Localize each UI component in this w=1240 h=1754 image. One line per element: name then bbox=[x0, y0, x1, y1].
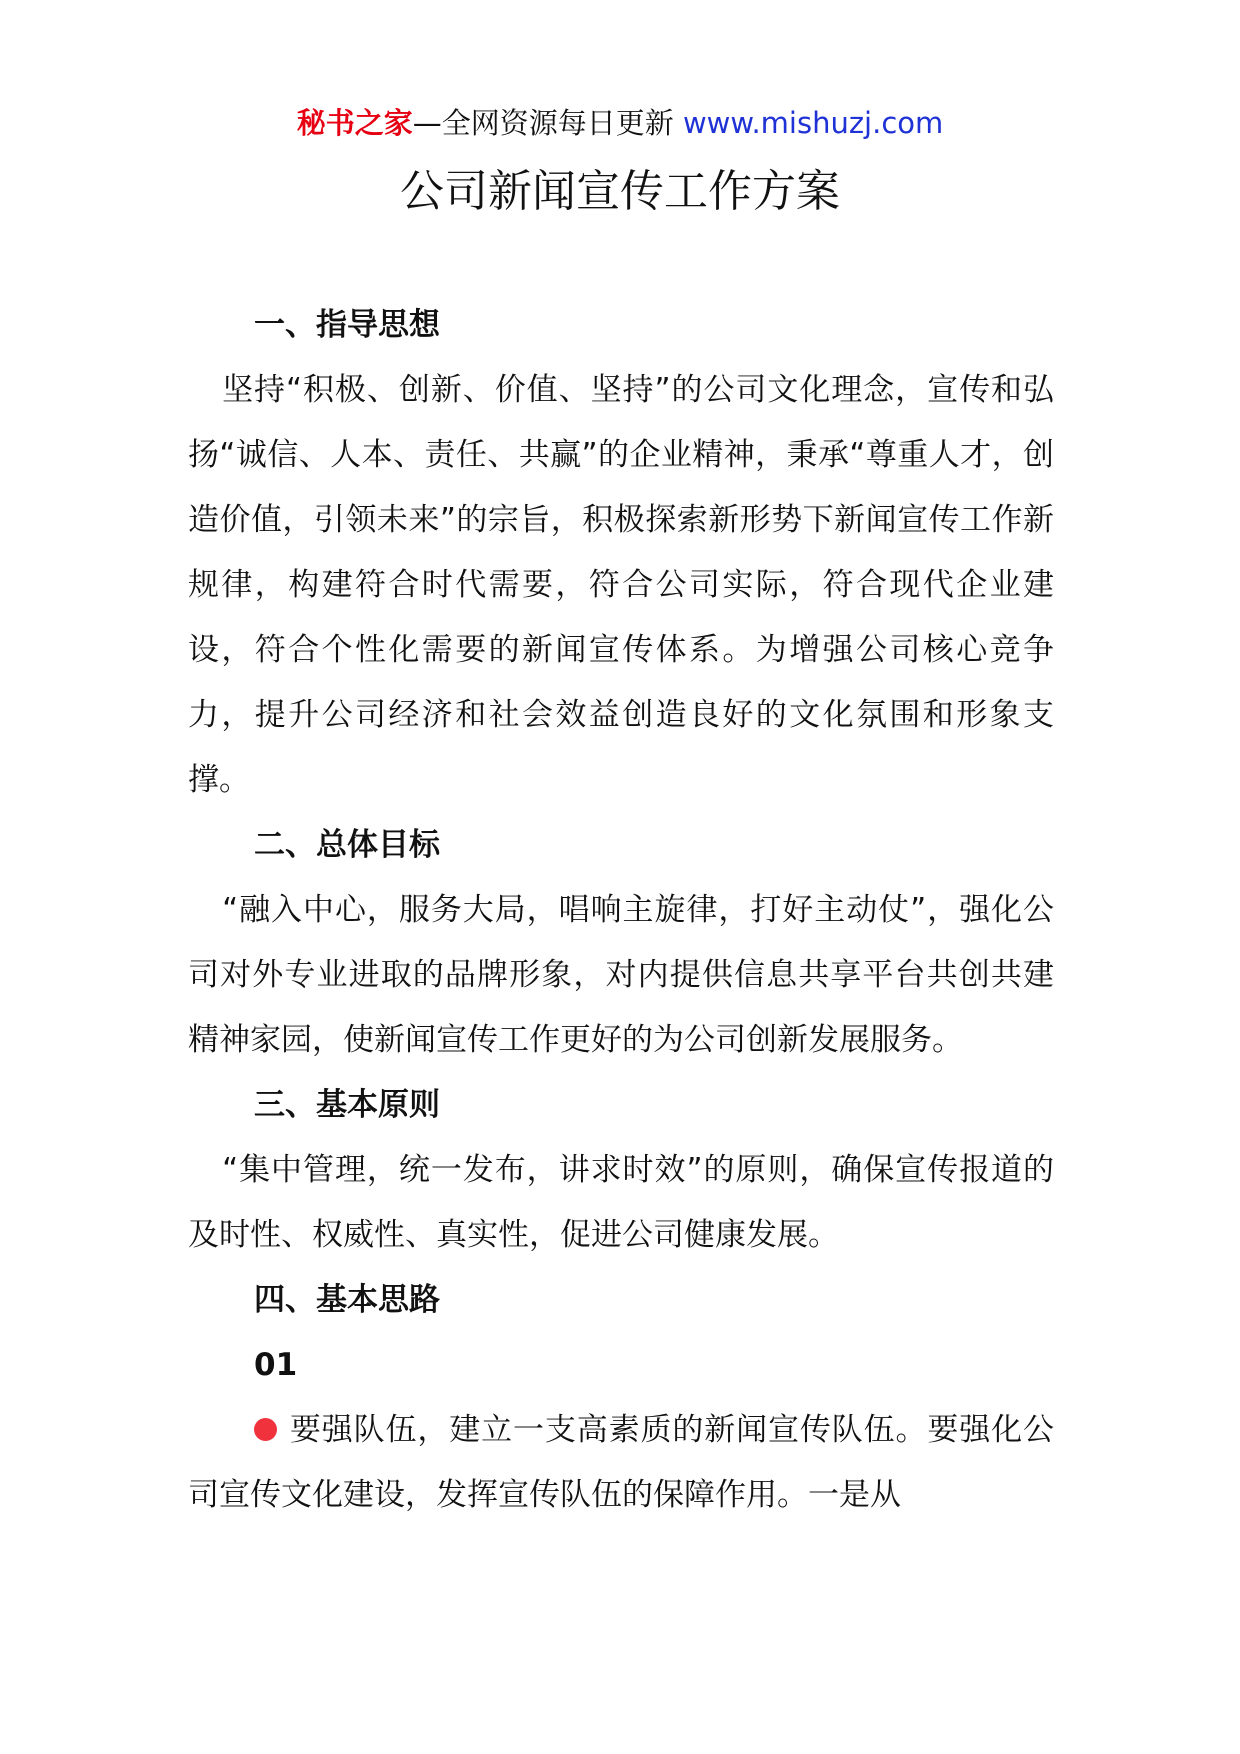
paragraph-guiding-ideology: 坚持“积极、创新、价值、坚持”的公司文化理念，宣传和弘扬“诚信、人本、责任、共赢”的企业精神，秉承“尊重人才，创造价值，引领未来”的宗旨，积极探索新形势下新闻宣传工作新规律，构建符合时代需要，符合公司实际，符合现代企业建设，符合个性化需要的新闻宣传体系。为增强公司核心竞争力，提升公司经济和社会效益创造良好的文化氛围和形象支撑。 bbox=[188, 372, 1054, 798]
section-heading-guiding-ideology: 一、指导思想 bbox=[254, 307, 440, 343]
document-title: 公司新闻宣传工作方案 bbox=[400, 166, 840, 217]
bullet-paragraph bbox=[188, 1398, 1054, 1528]
subsection-number: 01 bbox=[254, 1347, 298, 1383]
section-heading-basic-principles: 三、基本原则 bbox=[254, 1087, 440, 1123]
header-tagline: —全网资源每日更新 bbox=[412, 106, 683, 140]
section-heading-basic-approach: 四、基本思路 bbox=[254, 1282, 440, 1318]
paragraph-overall-goal: “融入中心，服务大局，唱响主旋律，打好主动仗”，强化公司对外专业进取的品牌形象，对内提供信息共享平台共创共建精神家园，使新闻宣传工作更好的为公司创新发展服务。 bbox=[188, 892, 1054, 1058]
section-heading-overall-goal: 二、总体目标 bbox=[254, 827, 440, 863]
brand-name: 秘书之家 bbox=[296, 106, 413, 140]
site-header bbox=[0, 100, 1240, 146]
bullet-text: 要强队伍，建立一支高素质的新闻宣传队伍。要强化公司宣传文化建设，发挥宣传队伍的保障作用。一是从 bbox=[188, 1412, 1054, 1513]
paragraph-basic-principles: “集中管理，统一发布，讲求时效”的原则，确保宣传报道的及时性、权威性、真实性，促进公司健康发展。 bbox=[188, 1152, 1054, 1253]
document-body bbox=[188, 293, 1054, 1528]
site-url-link[interactable]: www.mishuzj.com bbox=[682, 106, 944, 140]
red-bullet-dot-icon bbox=[254, 1418, 277, 1441]
